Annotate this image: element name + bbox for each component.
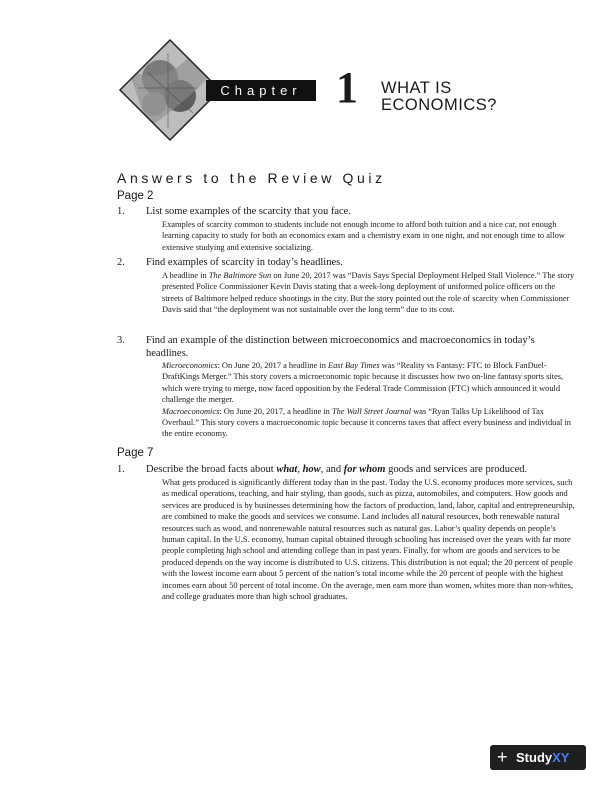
answer-text: Examples of scarcity common to students include not enough income to afford both tuition and a nice car, not enough learning capacity to study for both an economics exam and a chemistry exam in one night, and not enough time to allow extensive studying and extensive socializing. [162,220,565,252]
question-number: 1. [117,206,125,217]
chapter-title-line1: WHAT IS [381,79,452,97]
source-title: The Wall Street Journal [331,406,412,416]
answer-text-part: was “Reality vs Fantasy: FTC to Block FanDuel-DraftKings Merger.” This story covers a microeconomic topic because it discusses how two on-line fantasy sports sites, which were trying to merge, now faced opposition by the Federal Trade Commission (FTC) which announced it would challenge the merger. [162,361,564,405]
chapter-label: Chapter [206,80,316,101]
question-text-part: Describe the broad facts about [146,464,277,475]
question-text: List some examples of the scarcity that you face. [146,206,351,217]
chapter-number: 1 [336,63,358,112]
answer-text [162,270,576,316]
answer-text-part: was “Ryan Talks Up Likelihood of Tax Overhaul.” This story covers a macroeconomic topic because it concerns taxes that affect every business and individual in the entire economy. [162,406,571,439]
keyword-what: what [276,464,298,475]
page-7-label: Page 7 [117,447,154,459]
source-title: East Bay Times [328,361,380,370]
studyxy-wordmark [516,745,569,770]
question-text-part: , and [320,464,344,475]
micro-label: Microeconomics [162,361,218,370]
section-heading: Answers to the Review Quiz [117,170,386,186]
question-number: 2. [117,257,125,268]
keyword-how: how [302,464,321,475]
page-2-label: Page 2 [117,190,154,202]
plus-icon: + [497,747,508,767]
keyword-for-whom: for whom [343,464,386,475]
microeconomics-answer [162,360,576,406]
answer-text [162,360,576,440]
answer-text-part: A headline in [162,271,209,280]
studyxy-logo [490,745,586,770]
question-text-part: , [297,464,303,475]
answer-text: What gets produced is significantly different today than in the past. Today the U.S. economy produces more services, such as medical operations, teaching, and hair styling, than goods, such as pizza, automobiles, and computers. How goods and services are produced is by businesses determining how the factors of production, land, labor, capital and entrepreneurship, are combined to make the goods and services we consume. Land includes all natural resources, both renewable natural resources such as wood, and nonrenewable natural resources such as natural gas. Labor’s quality depends on people’s human capital. In the U.S. economy, human capital obtained through schooling has increased over the years with far more people completing high school and attending college than in past years. Finally, for whom are goods and services to be produced depends on the way income is distributed to U.S. citizens. This distribution is not equal; the 20 percent of people with the lowest income earn about 5 percent of the nation’s total income while the 20 percent of people with the highest incomes earn about 50 percent of total income. On the average, men earn more than women, whites more than non-whites, and college graduates more than high school graduates. [162,478,575,602]
question-text: Find an example of the distinction between microeconomics and macroeconomics in today’s headlines. [146,335,535,359]
studyxy-xy: XY [552,750,570,765]
macroeconomics-answer [162,406,576,440]
question-number: 3. [117,335,125,346]
macro-label: Macroeconomics [162,406,220,416]
answer-text-part: on June 20, 2017 was “Davis Says Special Deployment Helped Stall Violence.” The story presented Police Commissioner Kevin Davis stating that a week-long deployment of uniformed police officers on the streets of Baltimore helped reduce shootings in the city. But the story pointed out the role of scarcity when Commissioner Davis said that “the deployment was not sustainable over the long term” due to its cost. [162,271,575,315]
chapter-title-line2: ECONOMICS? [381,96,497,114]
question-text-part: goods and services are produced. [385,464,528,475]
chapter-title [381,80,497,114]
question-text [146,463,576,476]
answer-text-part: : On June 20, 2017 a headline in [217,361,328,370]
question-number: 1. [117,464,125,475]
question-text: Find examples of scarcity in today’s headlines. [146,257,343,268]
answer-text-part: : On June 20, 2017, a headline in [219,406,332,416]
source-title: The Baltimore Sun [208,271,272,280]
studyxy-study: Study [516,750,553,765]
